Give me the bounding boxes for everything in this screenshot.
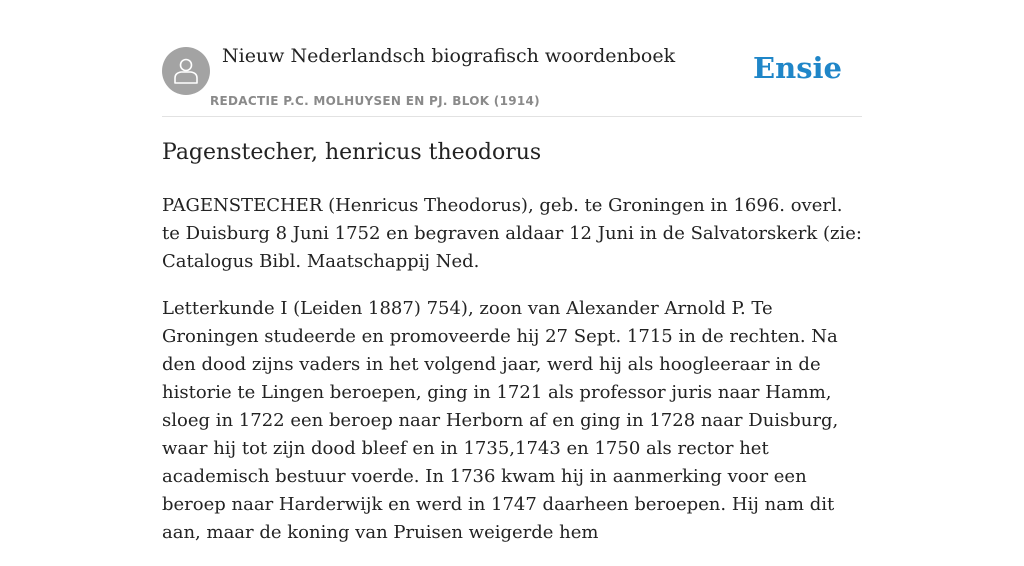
- entry-body: [162, 192, 862, 566]
- book-title[interactable]: Nieuw Nederlandsch biografisch woordenboek: [222, 45, 676, 67]
- entry-title: Pagenstecher, henricus theodorus: [162, 140, 542, 165]
- avatar: [162, 47, 210, 95]
- entry-paragraph: Letterkunde I (Leiden 1887) 754), zoon van Alexander Arnold P. Te Groningen studeerde en promoveerde hij 27 Sept. 1715 in de rechten. Na den dood zijns vaders in het volgend jaar, werd hij als hoogleeraar in de historie te Lingen beroepen, ging in 1721 als professor juris naar Hamm, sloeg in 1722 een beroep naar Herborn af en ging in 1728 naar Duisburg, waar hij tot zijn dood bleef en in 1735,1743 en 1750 als rector het academisch bestuur voerde. In 1736 kwam hij in aanmerking voor een beroep naar Harderwijk en werd in 1747 daarheen beroepen. Hij nam dit aan, maar de koning van Pruisen weigerde hem: [162, 298, 839, 543]
- editors-label: REDACTIE P.C. MOLHUYSEN EN PJ. BLOK (1914): [210, 94, 540, 108]
- header: [162, 0, 862, 117]
- brand-logo[interactable]: Ensie: [753, 51, 842, 85]
- entry-paragraph: PAGENSTECHER (Henricus Theodorus), geb. te Groningen in 1696. overl. te Duisburg 8 Juni 1752 en begraven aldaar 12 Juni in de Salvatorskerk (zie: Catalogus Bibl. Maatschappij Ned.: [162, 195, 862, 272]
- user-icon: [173, 57, 199, 85]
